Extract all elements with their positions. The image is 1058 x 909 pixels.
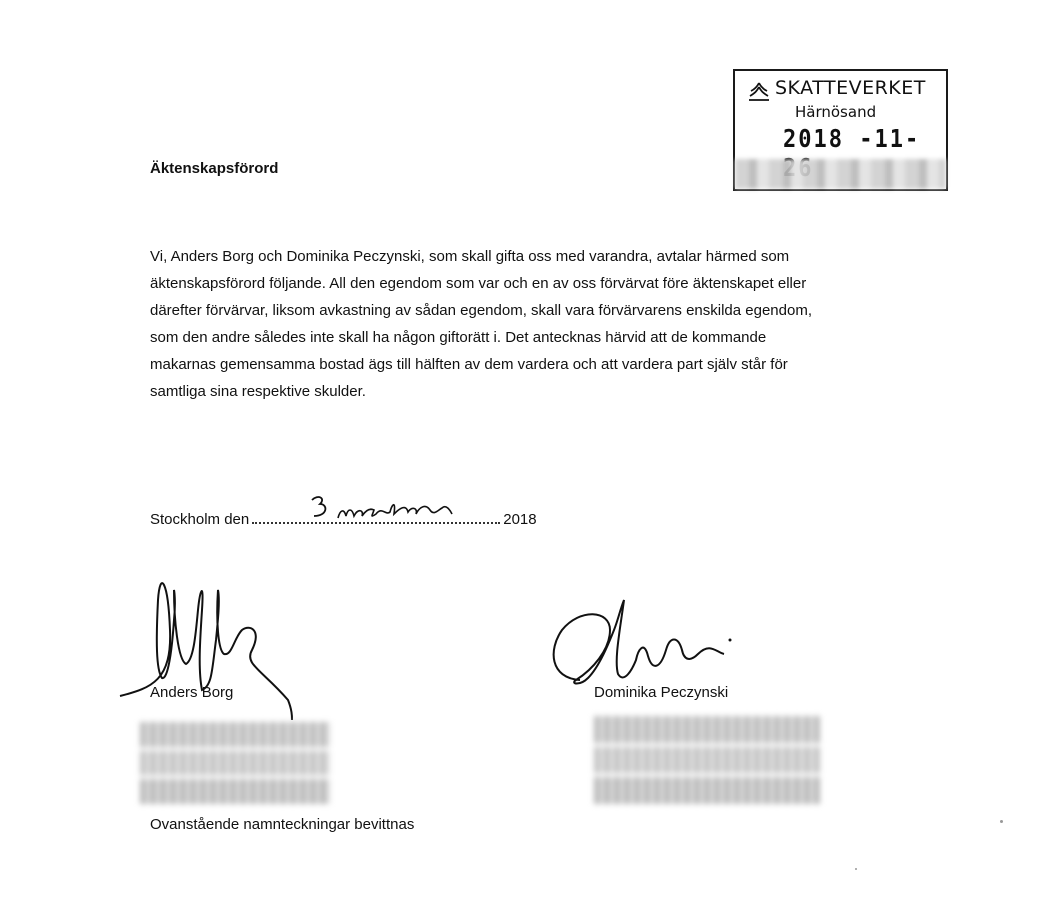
redacted-address-left [140,722,330,804]
stamp-redacted-number [735,159,946,189]
body-line: äktenskapsförord följande. All den egendom som var och en av oss förvärvat före äktenskapet eller [150,275,807,292]
witness-statement: Ovanstående namnteckningar bevittnas [150,816,415,833]
body-line: därefter förvärvar, liksom avkastning av sådan egendom, skall vara förvärvarens enskilda egendom, [150,302,812,319]
handwritten-date [300,490,470,530]
stamp-authority: SKATTEVERKET [775,77,926,99]
redacted-address-right [594,716,820,804]
body-line: samtliga sina respektive skulder. [150,383,366,400]
scan-speck [1000,820,1003,823]
skatteverket-logo-icon [747,81,771,103]
year: 2018 [503,511,537,528]
signatory-right-name: Dominika Peczynski [594,684,729,701]
tax-agency-stamp [733,69,948,191]
body-line: som den andre således inte skall ha någon giftorätt i. Det antecknas härvid att de kommande [150,329,767,346]
body-line: makarnas gemensamma bostad ägs till hälften av dem vardera och att vardera part själv står för [150,356,788,373]
signatory-left-name: Anders Borg [150,684,234,701]
place-prefix: Stockholm den [150,511,250,528]
stamp-city: Härnösand [795,103,877,121]
signature-anders-borg [112,560,312,730]
scan-speck [855,868,857,870]
stamp-date: 2018 -11- [783,125,921,154]
document-title: Äktenskapsförord [150,160,279,177]
agreement-body [150,243,910,405]
body-line: Vi, Anders Borg och Dominika Peczynski, som skall gifta oss med varandra, avtalar härmed som [150,248,790,265]
